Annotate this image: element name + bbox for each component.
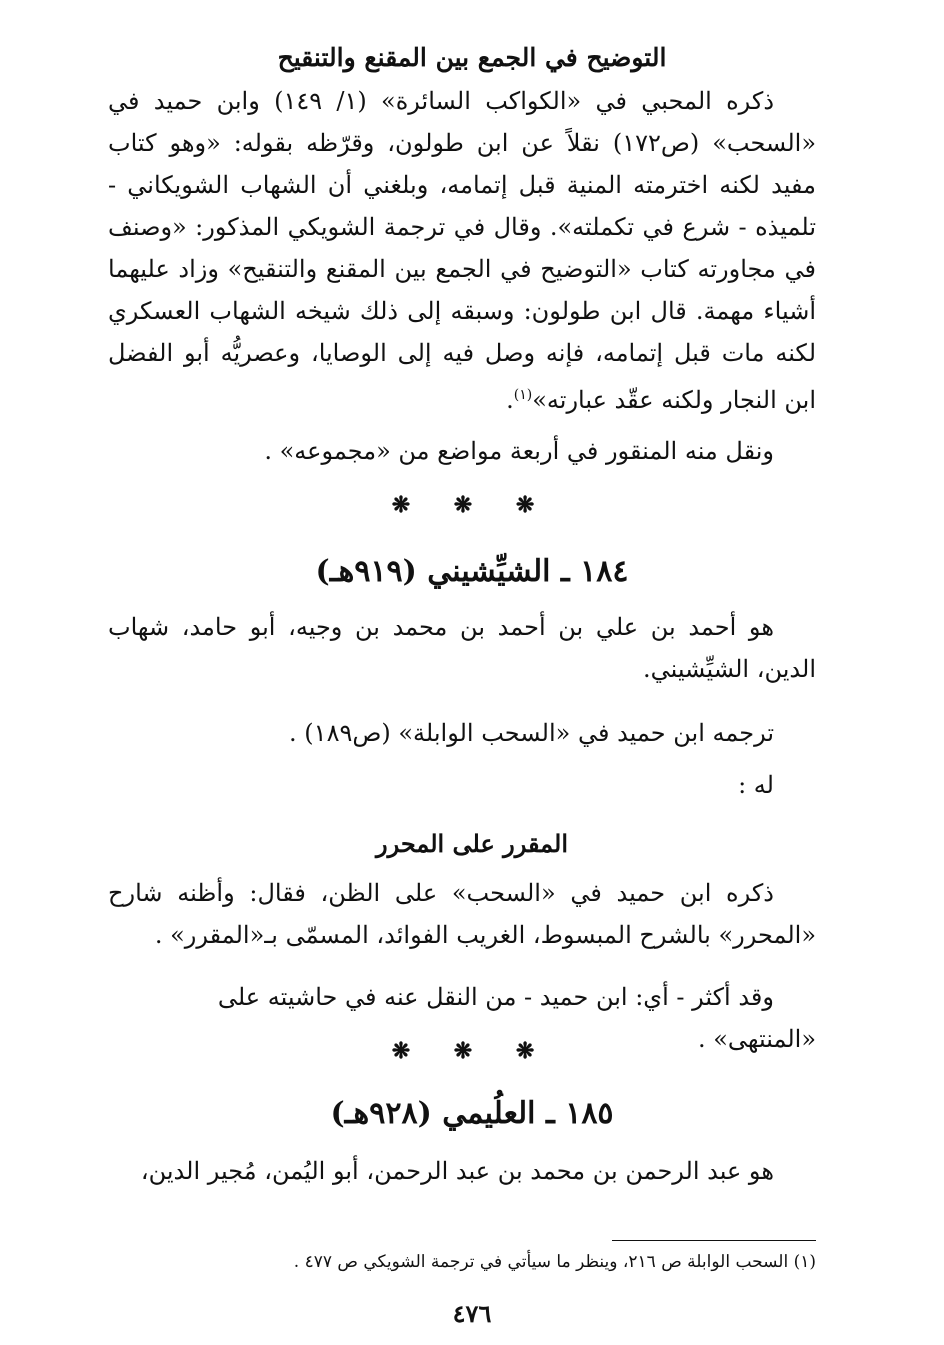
footnote-rule — [612, 1240, 816, 1241]
paragraph-manqur: ونقل منه المنقور في أربعة مواضع من «مجموعه» . — [264, 437, 774, 465]
paragraph-intro: ذكره المحبي في «الكواكب السائرة» (١/ ١٤٩) وابن حميد في «السحب» (ص١٧٢) نقلاً عن ابن طولون، وقرّظه بقوله: «وهو كتاب مفيد لكنه اخترمته المنية قبل إتمامه، وبلغني أن الشهاب الشويكاني - تلميذه - شرع في تكملته». وقال في ترجمة الشويكي المذكور: «وصنف في مجاورته كتاب «التوضيح في الجمع بين المقنع والتنقيح» وزاد عليهما أشياء مهمة. قال ابن طولون: وسبقه إلى ذلك شيخه الشهاب العسكري لكنه مات قبل إتمامه، فإنه وصل فيه إلى الوصايا، وعصريُّه أبو الفضل ابن النجار ولكنه عقّد عبارته»$^{(١)}$. — [108, 87, 817, 414]
footnote-1: (١) السحب الوابلة ص ٢١٦، وينظر ما سيأتي في ترجمة الشويكي ص ٤٧٧ . — [293, 1252, 816, 1272]
entry-185-paragraph-1: هو عبد الرحمن بن محمد بن عبد الرحمن، أبو اليُمن، مُجير الدين، — [140, 1157, 774, 1185]
section-separator-2: ❋ ❋ ❋ — [391, 1038, 553, 1064]
entry-184-title: ١٨٤ ـ الشيِّشيني (٩١٩هـ) — [315, 554, 629, 589]
book-title-muqarrar: المقرر على المحرر — [376, 829, 568, 858]
entry-185-title: ١٨٥ ـ العلُيمي (٩٢٨هـ) — [330, 1096, 614, 1131]
entry-184-paragraph-3: له : — [738, 771, 774, 799]
running-head: التوضيح في الجمع بين المقنع والتنقيح — [277, 43, 667, 72]
section-separator-1: ❋ ❋ ❋ — [391, 492, 553, 518]
entry-184-paragraph-1: هو أحمد بن علي بن أحمد بن محمد بن وجيه، أبو حامد، شهاب الدين، الشيِّشيني. — [108, 613, 816, 683]
entry-184-paragraph-5: وقد أكثر - أي: ابن حميد - من النقل عنه في حاشيته على «المنتهى» . — [217, 983, 816, 1053]
entry-184-paragraph-4: ذكره ابن حميد في «السحب» على الظن، فقال: وأظنه شارح «المحرر» بالشرح المبسوط، الغريب الفوائد، المسمّى بـ«المقرر» . — [108, 879, 816, 949]
entry-184-paragraph-2: ترجمه ابن حميد في «السحب الوابلة» (ص١٨٩) . — [289, 719, 774, 747]
paragraph-intro-text: ذكره المحبي في «الكواكب السائرة» (١/ ١٤٩) وابن حميد في «السحب» (ص١٧٢) نقلاً عن ابن طولون، وقرّظه بقوله: «وهو كتاب مفيد لكنه اخترمته المنية قبل إتمامه، وبلغني أن الشهاب الشويكاني - تلميذه - شرع في تكملته». وقال في ترجمة الشويكي المذكور: «وصنف في مجاورته كتاب «التوضيح في الجمع بين المقنع والتنقيح» وزاد عليهما أشياء مهمة. قال ابن طولون: وسبقه إلى ذلك شيخه الشهاب العسكري لكنه مات قبل إتمامه، فإنه وصل فيه إلى الوصايا، وعصريُّه أبو الفضل ابن النجار ولكنه عقّد عبارته» — [108, 87, 817, 414]
footnote-marker: (١) — [513, 387, 533, 403]
page-number: ٤٧٦ — [452, 1299, 492, 1328]
